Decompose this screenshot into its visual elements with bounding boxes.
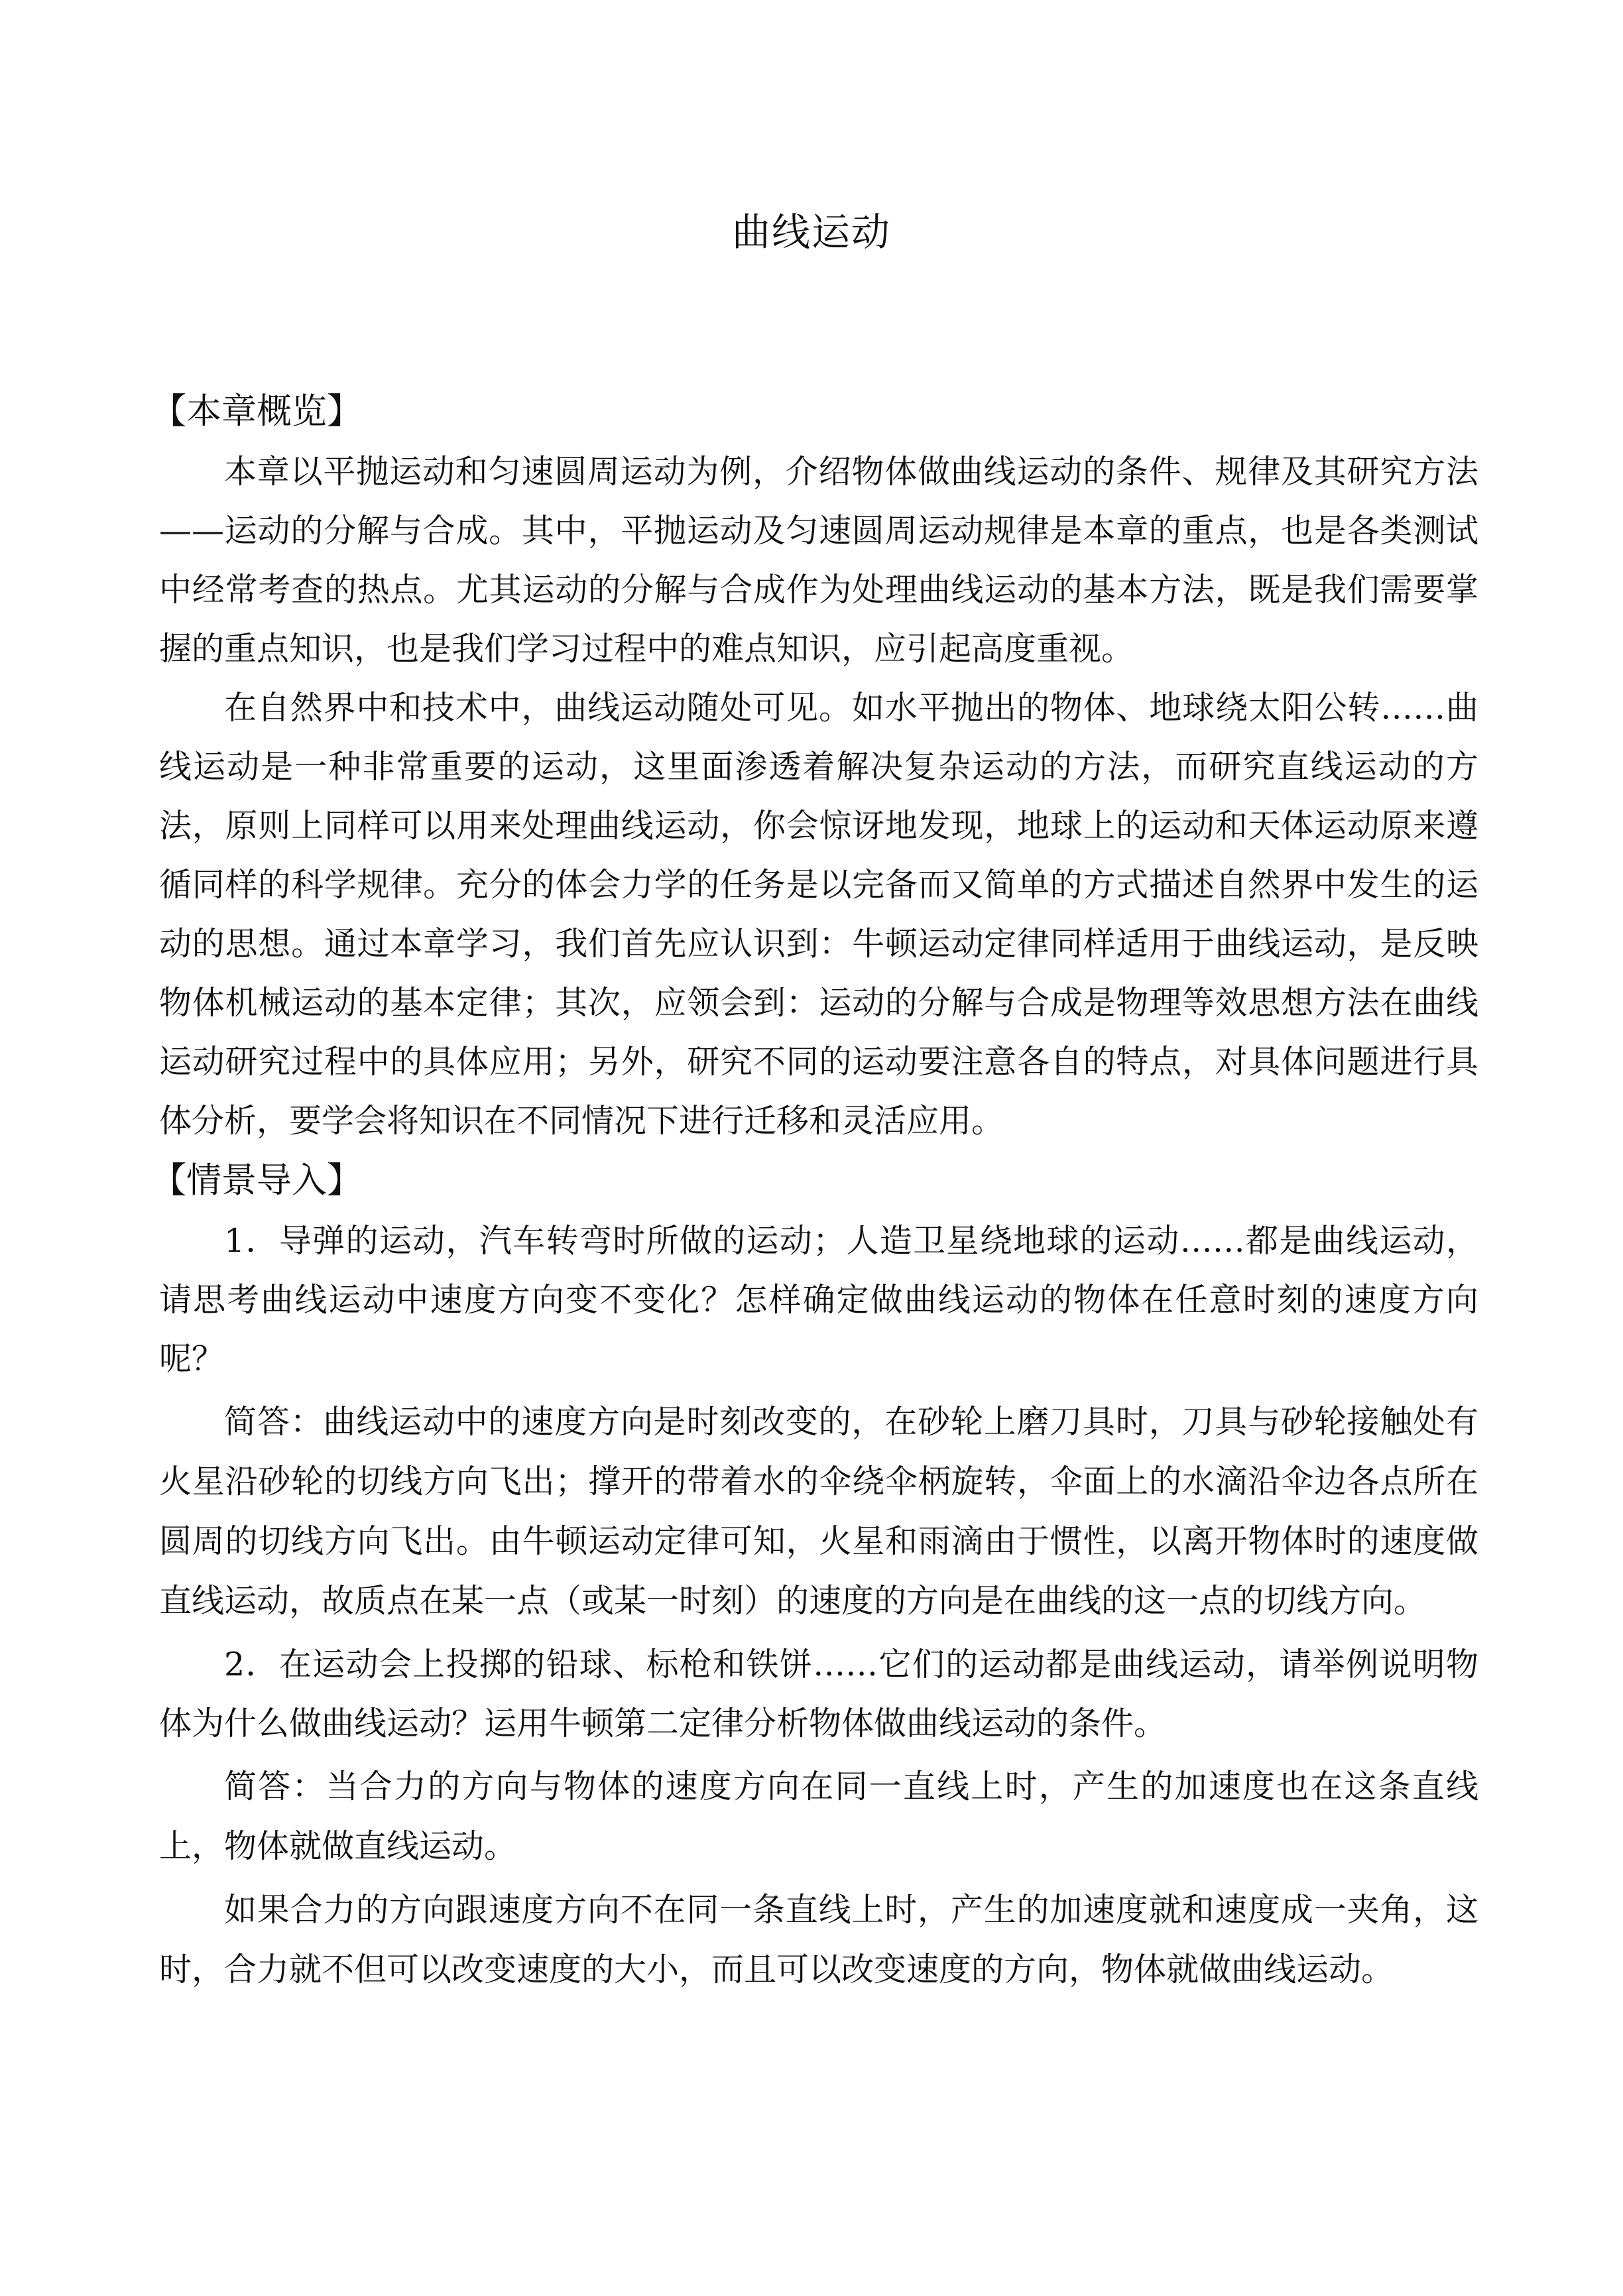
answer-2: 简答：当合力的方向与物体的速度方向在同一直线上时，产生的加速度也在这条直线上，物体就做直线运动。	[159, 1768, 1478, 1865]
overview-paragraph-2: 在自然界中和技术中，曲线运动随处可见。如水平抛出的物体、地球绕太阳公转……曲线运动是一种非常重要的运动，这里面渗透着解决复杂运动的方法，而研究直线运动的方法，原则上同样可以用来处理曲线运动，你会惊讶地发现，地球上的运动和天体运动原来遵循同样的科学规律。充分的体会力学的任务是以完备而又简单的方式描述自然界中发生的运动的思想。通过本章学习，我们首先应认识到：牛顿运动定律同样适用于曲线运动，是反映物体机械运动的基本定律；其次，应领会到：运动的分解与合成是物理等效思想方法在曲线运动研究过程中的具体应用；另外，研究不同的运动要注意各自的特点，对具体问题进行具体分析，要学会将知识在不同情况下进行迁移和灵活应用。	[159, 689, 1478, 1140]
answer-1: 简答：曲线运动中的速度方向是时刻改变的，在砂轮上磨刀具时，刀具与砂轮接触处有火星沿砂轮的切线方向飞出；撑开的带着水的伞绕伞柄旋转，伞面上的水滴沿伞边各点所在圆周的切线方向飞出。由牛顿运动定律可知，火星和雨滴由于惯性，以离开物体时的速度做直线运动，故质点在某一点（或某一时刻）的速度的方向是在曲线的这一点的切线方向。	[159, 1403, 1478, 1620]
answer-2-continued: 如果合力的方向跟速度方向不在同一条直线上时，产生的加速度就和速度成一夹角，这时，合力就不但可以改变速度的大小，而且可以改变速度的方向，物体就做曲线运动。	[159, 1891, 1478, 1988]
overview-paragraph-1: 本章以平抛运动和匀速圆周运动为例，介绍物体做曲线运动的条件、规律及其研究方法——运动的分解与合成。其中，平抛运动及匀速圆周运动规律是本章的重点，也是各类测试中经常考查的热点。尤其运动的分解与合成作为处理曲线运动的基本方法，既是我们需要掌握的重点知识，也是我们学习过程中的难点知识，应引起高度重视。	[159, 453, 1478, 668]
section-heading-scenario: 【情景导入】	[151, 1160, 362, 1201]
question-1: 1．导弹的运动，汽车转弯时所做的运动；人造卫星绕地球的运动……都是曲线运动，请思考曲线运动中速度方向变不变化？怎样确定做曲线运动的物体在任意时刻的速度方向呢？	[159, 1222, 1478, 1378]
section-heading-overview: 【本章概览】	[151, 391, 362, 432]
document-body	[151, 381, 1478, 2004]
question-2: 2．在运动会上投掷的铅球、标枪和铁饼……它们的运动都是曲线运动，请举例说明物体为什么做曲线运动？运用牛顿第二定律分析物体做曲线运动的条件。	[159, 1646, 1478, 1742]
page-title: 曲线运动	[731, 210, 891, 255]
